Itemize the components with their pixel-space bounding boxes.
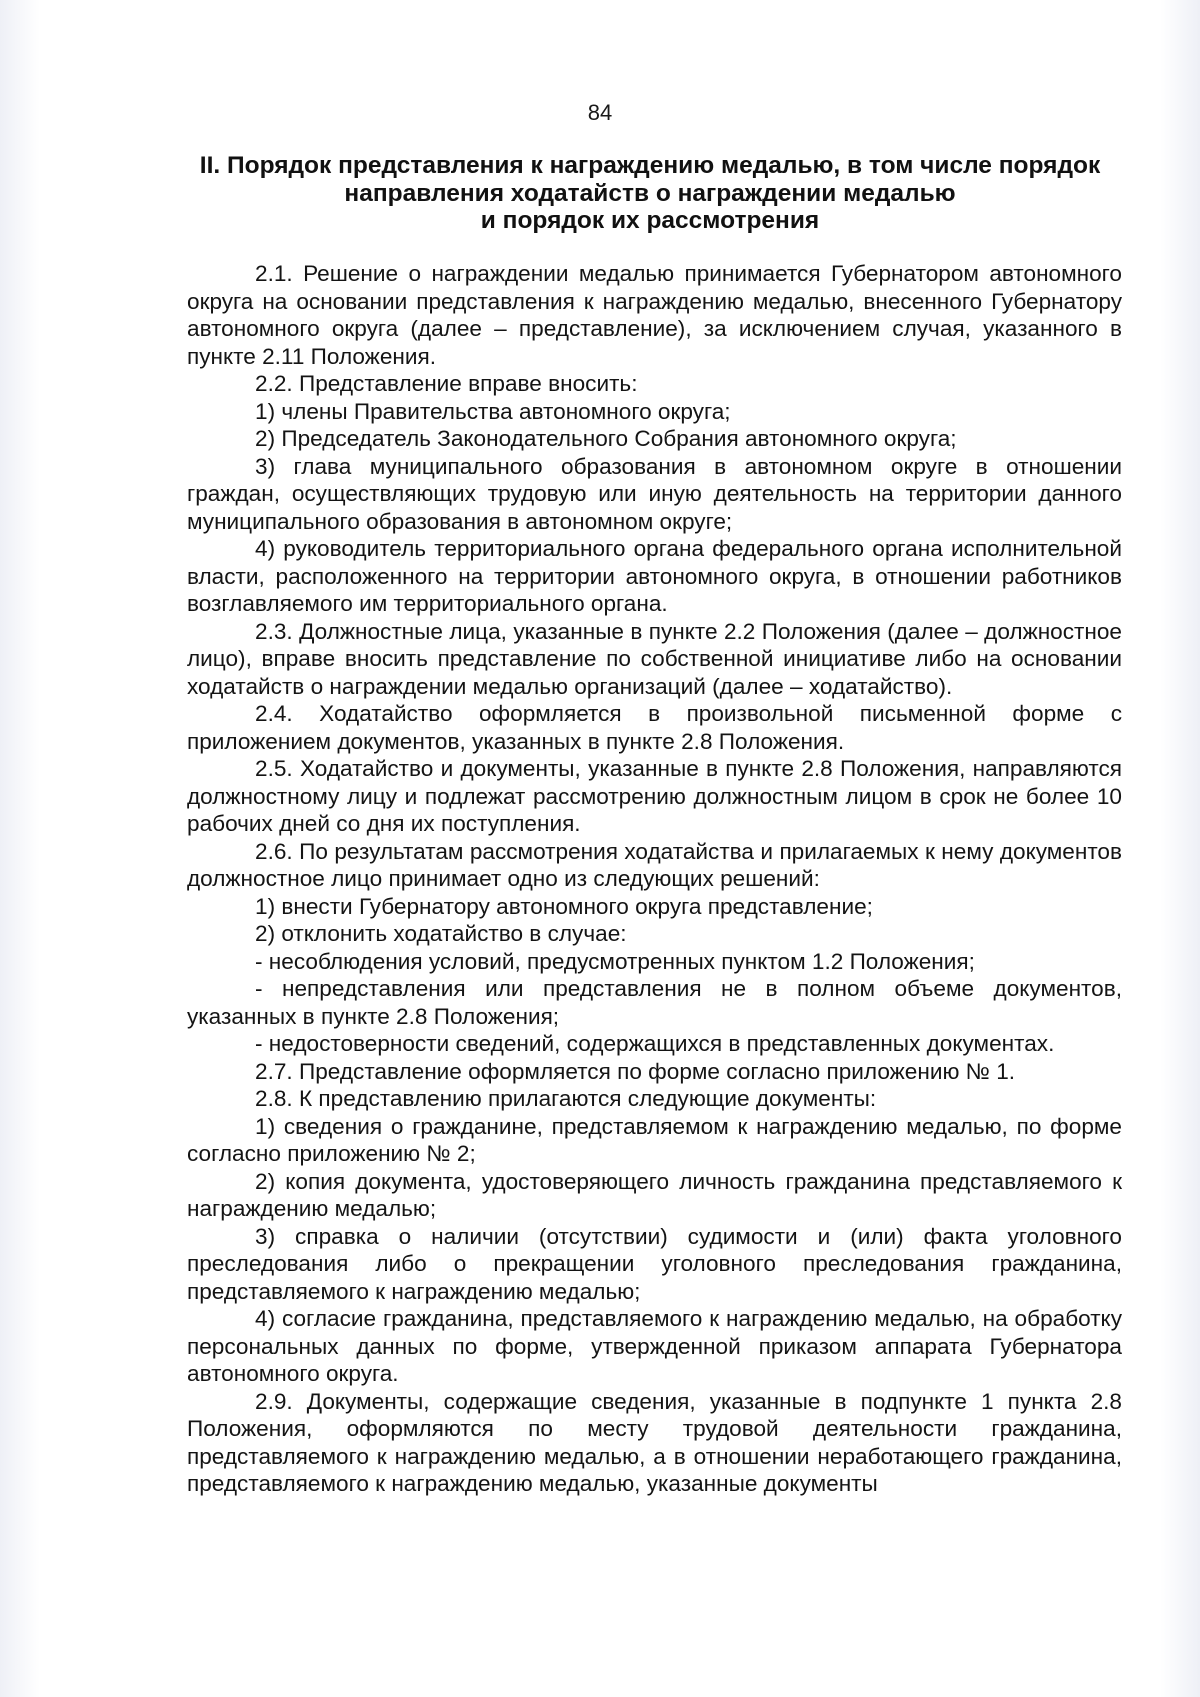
list-item: 1) сведения о гражданине, представляемом к награждению медалью, по форме согласно приложению № 2; xyxy=(187,1113,1122,1166)
list-item: 1) члены Правительства автономного округа; xyxy=(255,398,731,424)
dash-item: - несоблюдения условий, предусмотренных пунктом 1.2 Положения; xyxy=(255,948,975,974)
dash-item: - недостоверности сведений, содержащихся в представленных документах. xyxy=(255,1031,1055,1056)
heading-line: и порядок их рассмотрения xyxy=(480,207,820,234)
paragraph-2-2: 2.2. Представление вправе вносить: xyxy=(255,371,638,396)
paragraph-2-7: 2.7. Представление оформляется по форме согласно приложению № 1. xyxy=(255,1058,1016,1084)
list-item: 1) внести Губернатору автономного округа представление; xyxy=(255,893,873,919)
paragraph-2-6: 2.6. По результатам рассмотрения ходатайства и прилагаемых к нему документов должностное лицо принимает одно из следующих решений: xyxy=(187,838,1122,891)
list-item: 2) Председатель Законодательного Собрания автономного округа; xyxy=(255,426,957,451)
document-body xyxy=(187,260,1122,1498)
page-number: 84 xyxy=(587,100,613,125)
list-item: 2) отклонить ходатайство в случае: xyxy=(255,921,627,946)
section-heading xyxy=(160,152,1140,235)
list-item: 2) копия документа, удостоверяющего личность гражданина представляемого к награждению медалью; xyxy=(187,1168,1122,1221)
paragraph-2-3: 2.3. Должностные лица, указанные в пункте 2.2 Положения (далее – должностное лицо), вправе вносить представление по собственной инициативе либо на основании ходатайств о награждении медалью организаций (далее – ходатайство). xyxy=(187,618,1122,699)
paragraph-2-8: 2.8. К представлению прилагаются следующие документы: xyxy=(255,1086,877,1111)
paragraph-2-4: 2.4. Ходатайство оформляется в произвольной письменной форме с приложением документов, указанных в пункте 2.8 Положения. xyxy=(187,701,1122,754)
list-item: 4) руководитель территориального органа федерального органа исполнительной власти, расположенного на территории автономного округа, в отношении работников возглавляемого им территориального органа. xyxy=(187,536,1122,616)
dash-item: - непредставления или представления не в полном объеме документов, указанных в пункте 2.8 Положения; xyxy=(187,976,1122,1029)
paragraph-2-9: 2.9. Документы, содержащие сведения, указанные в подпункте 1 пункта 2.8 Положения, оформляются по месту трудовой деятельности гражданина, представляемого к награждению медалью, а в отношении неработающего гражданина, представляемого к награждению медалью, указанные документы xyxy=(187,1388,1122,1496)
heading-line: II. Порядок представления к награждению медалью, в том числе порядок xyxy=(199,152,1101,179)
heading-line: направления ходатайств о награждении медалью xyxy=(344,179,956,207)
paragraph-2-1: 2.1. Решение о награждении медалью принимается Губернатором автономного округа на основании представления к награждению медалью, внесенного Губернатору автономного округа (далее – представление), за исключением случая, указанного в пункте 2.11 Положения. xyxy=(187,261,1122,369)
list-item: 3) справка о наличии (отсутствии) судимости и (или) факта уголовного преследования либо о прекращении уголовного преследования гражданина, представляемого к награждению медалью; xyxy=(187,1223,1122,1304)
list-item: 4) согласие гражданина, представляемого к награждению медалью, на обработку персональных данных по форме, утвержденной приказом аппарата Губернатора автономного округа. xyxy=(187,1306,1122,1386)
list-item: 3) глава муниципального образования в автономном округе в отношении граждан, осуществляющих трудовую или иную деятельность на территории данного муниципального образования в автономном округе; xyxy=(187,453,1122,534)
paragraph-2-5: 2.5. Ходатайство и документы, указанные в пункте 2.8 Положения, направляются должностному лицу и подлежат рассмотрению должностным лицом в срок не более 10 рабочих дней со дня их поступления. xyxy=(187,756,1122,836)
